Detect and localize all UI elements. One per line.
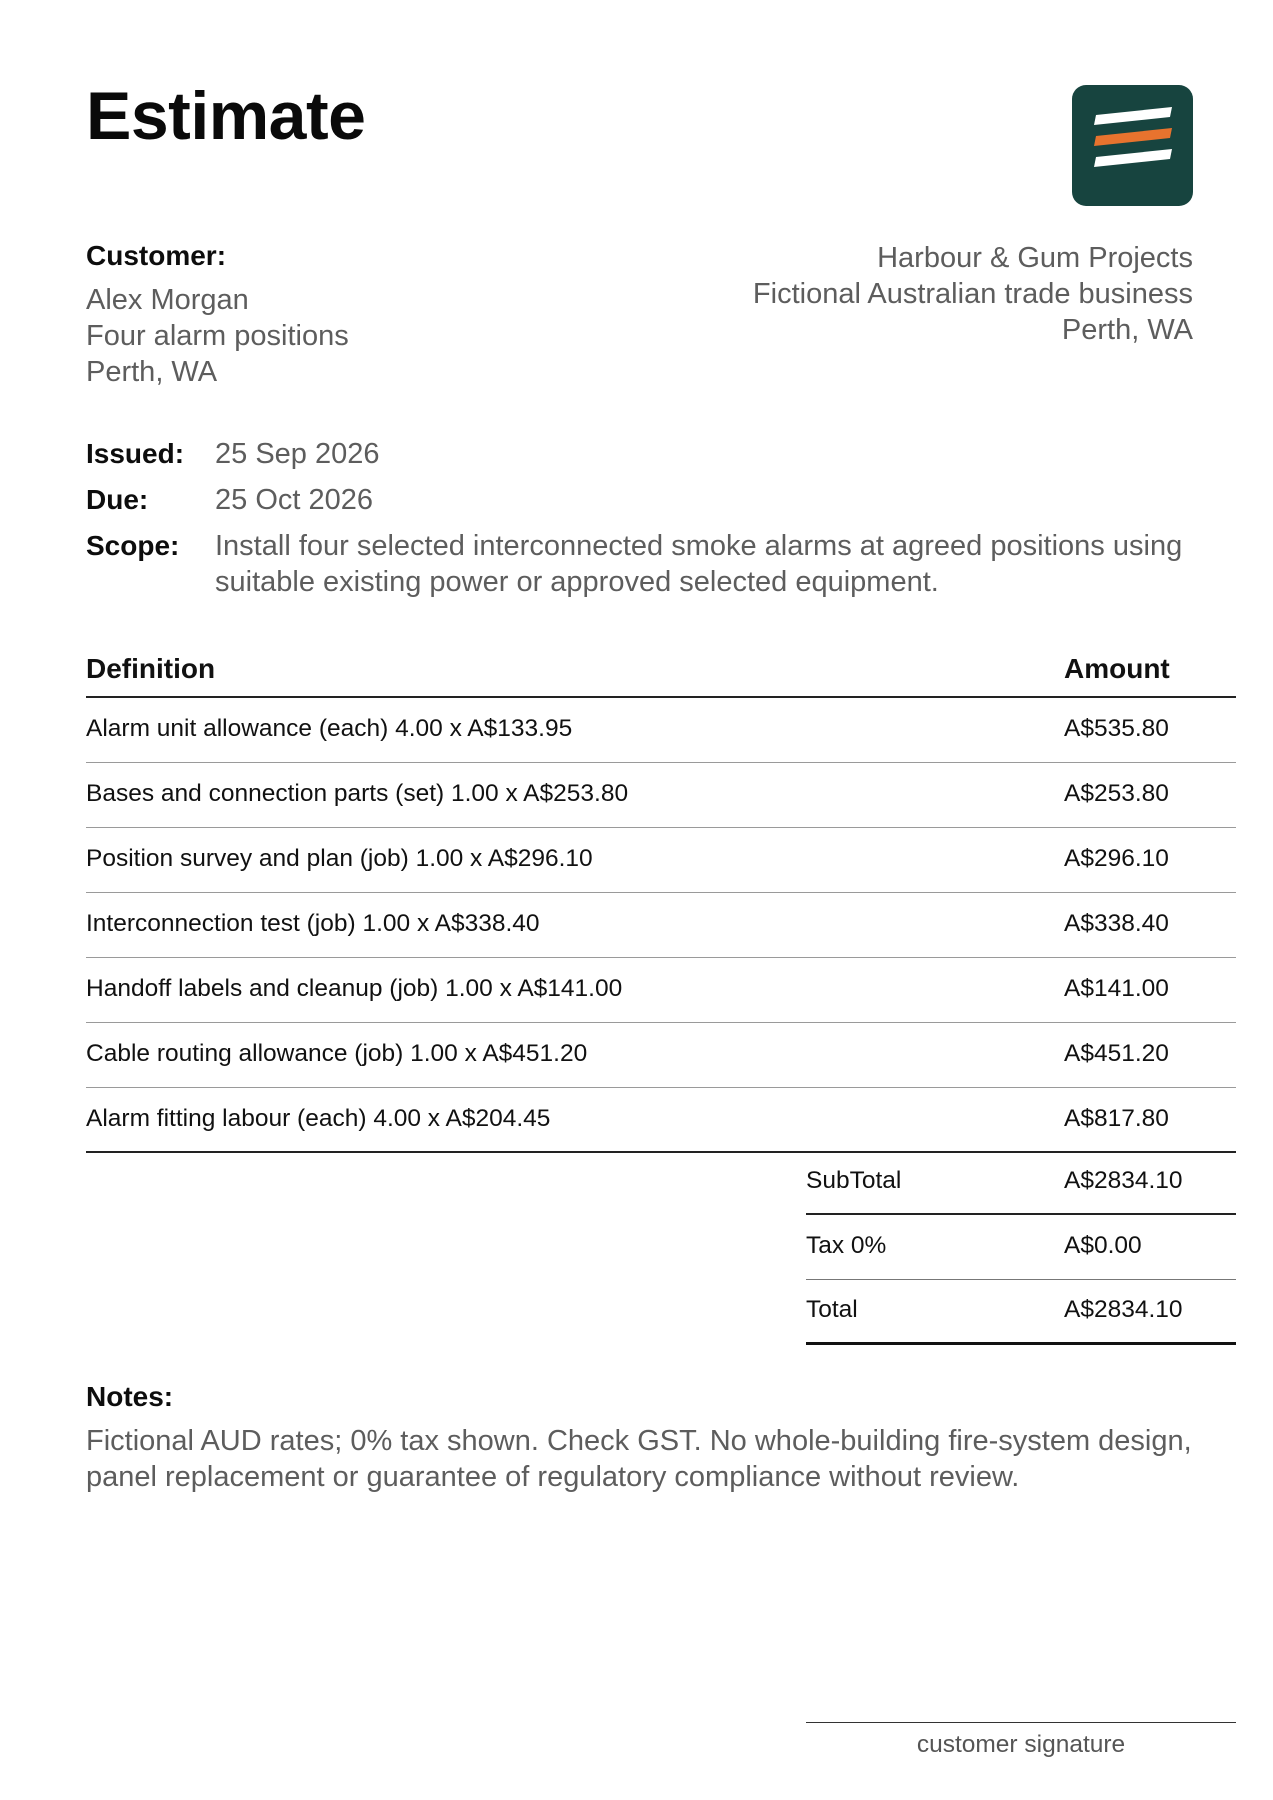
subtotal-label: SubTotal xyxy=(806,1166,902,1194)
customer-location: Perth, WA xyxy=(86,356,218,388)
item-definition: Alarm fitting labour (each) 4.00 x A$204.45 xyxy=(86,1104,551,1132)
issued-row xyxy=(86,436,1196,472)
company-description: Fictional Australian trade business xyxy=(752,278,1193,310)
item-amount: A$451.20 xyxy=(1064,1040,1169,1067)
scope-row xyxy=(86,528,1196,600)
subtotal-value: A$2834.10 xyxy=(1064,1166,1183,1194)
subtotal-row xyxy=(806,1150,1236,1215)
table-row xyxy=(86,958,1236,1023)
item-definition: Position survey and plan (job) 1.00 x A$296.10 xyxy=(86,845,593,872)
tax-label: Tax 0% xyxy=(806,1232,887,1259)
stacked-layers-logo-icon xyxy=(1072,85,1193,206)
customer-name: Alex Morgan xyxy=(86,284,249,316)
due-row xyxy=(86,482,1196,518)
total-label: Total xyxy=(806,1296,858,1323)
table-row xyxy=(86,1023,1236,1088)
definition-header: Definition xyxy=(86,653,216,684)
item-definition: Alarm unit allowance (each) 4.00 x A$133.95 xyxy=(86,715,573,742)
item-definition: Interconnection test (job) 1.00 x A$338.40 xyxy=(86,910,540,937)
customer-detail: Four alarm positions xyxy=(86,320,349,352)
total-value: A$2834.10 xyxy=(1064,1296,1183,1323)
estimate-meta xyxy=(86,436,1196,610)
item-amount: A$296.10 xyxy=(1064,845,1169,872)
due-label: Due: xyxy=(86,484,149,515)
customer-block xyxy=(86,240,349,390)
item-definition: Handoff labels and cleanup (job) 1.00 x A$141.00 xyxy=(86,975,623,1002)
item-amount: A$141.00 xyxy=(1064,975,1169,1002)
line-items-table xyxy=(86,653,1236,1153)
table-row xyxy=(86,828,1236,893)
item-amount: A$253.80 xyxy=(1064,780,1169,807)
item-definition: Cable routing allowance (job) 1.00 x A$451.20 xyxy=(86,1040,588,1067)
company-logo xyxy=(1072,85,1193,206)
item-amount: A$817.80 xyxy=(1064,1104,1169,1132)
document-title: Estimate xyxy=(86,78,366,154)
issued-date: 25 Sep 2026 xyxy=(215,438,380,470)
notes-label: Notes: xyxy=(86,1381,174,1412)
table-row xyxy=(86,698,1236,763)
issued-label: Issued: xyxy=(86,438,185,469)
total-row xyxy=(806,1280,1236,1345)
table-row xyxy=(86,763,1236,828)
amount-header: Amount xyxy=(1064,653,1170,684)
due-date: 25 Oct 2026 xyxy=(215,484,373,516)
table-row xyxy=(86,893,1236,958)
company-location: Perth, WA xyxy=(1061,314,1193,346)
item-definition: Bases and connection parts (set) 1.00 x A$253.80 xyxy=(86,780,629,807)
tax-value: A$0.00 xyxy=(1064,1232,1142,1259)
signature-line: customer signature xyxy=(806,1722,1236,1759)
notes-block xyxy=(86,1381,1236,1495)
item-amount: A$338.40 xyxy=(1064,910,1169,937)
scope-text: Install four selected interconnected smoke alarms at agreed positions using suitable existing power or approved selected equipment. xyxy=(215,530,1183,598)
totals-block xyxy=(806,1150,1236,1345)
tax-row xyxy=(806,1215,1236,1280)
table-header xyxy=(86,653,1236,698)
table-row xyxy=(86,1088,1236,1153)
company-name: Harbour & Gum Projects xyxy=(877,242,1193,274)
notes-text: Fictional AUD rates; 0% tax shown. Check GST. No whole-building fire-system design, panel replacement or guarantee of regulatory compliance without review. xyxy=(86,1425,1192,1493)
customer-label: Customer: xyxy=(86,240,227,271)
scope-label: Scope: xyxy=(86,530,180,561)
company-block xyxy=(753,240,1193,348)
item-amount: A$535.80 xyxy=(1064,715,1169,742)
